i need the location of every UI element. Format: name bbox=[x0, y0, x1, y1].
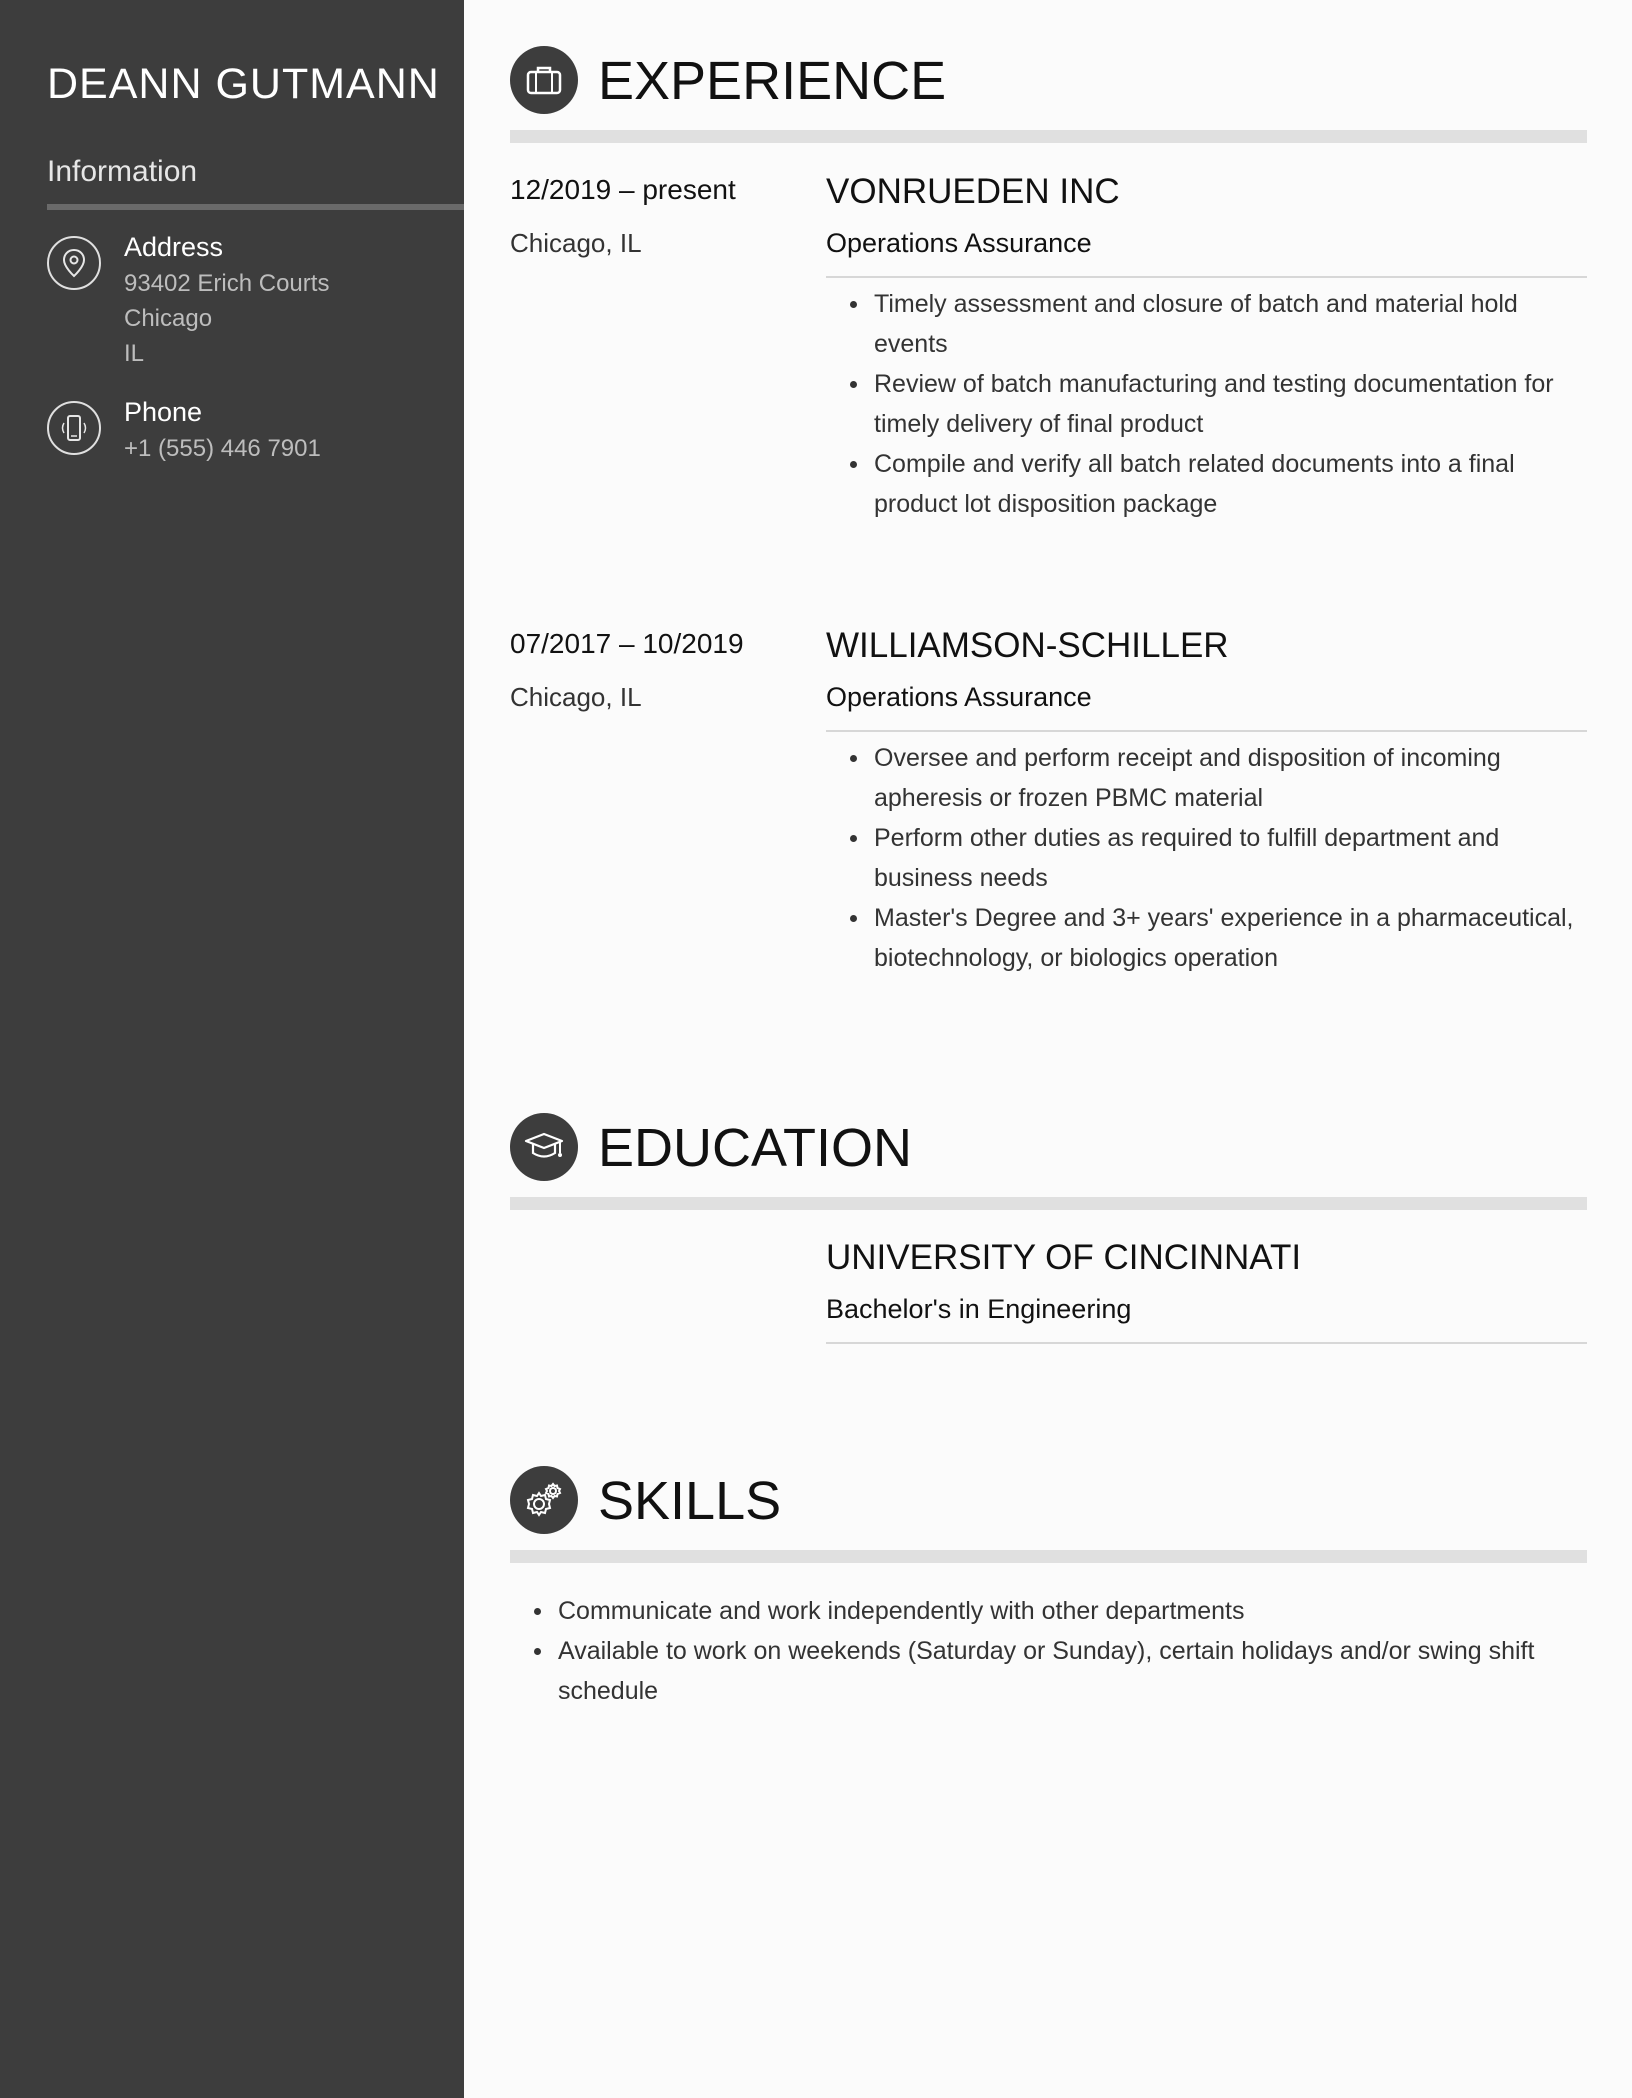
job-entry bbox=[510, 628, 1587, 998]
education-section-header bbox=[510, 1113, 1587, 1213]
phone-label: Phone bbox=[124, 397, 203, 427]
job-company: WILLIAMSON-SCHILLER bbox=[826, 626, 1229, 665]
skill-item: Communicate and work independently with other departments bbox=[558, 1591, 1587, 1631]
skills-list bbox=[510, 1591, 1587, 1711]
skills-title: SKILLS bbox=[598, 1471, 782, 1531]
gears-icon bbox=[510, 1466, 578, 1534]
address-block bbox=[47, 232, 447, 367]
person-name: DEANN GUTMANN bbox=[47, 60, 440, 108]
job-bullet: Master's Degree and 3+ years' experience in a pharmaceutical, biotechnology, or biologics operation bbox=[874, 898, 1587, 978]
job-dates: 12/2019 – present bbox=[510, 174, 736, 205]
experience-title: EXPERIENCE bbox=[598, 51, 947, 111]
job-bullet: Compile and verify all batch related documents into a final product lot disposition package bbox=[874, 444, 1587, 524]
location-pin-icon bbox=[47, 236, 101, 290]
address-line-city: Chicago bbox=[124, 305, 213, 332]
education-title: EDUCATION bbox=[598, 1118, 913, 1178]
job-bullet: Review of batch manufacturing and testing documentation for timely delivery of final product bbox=[874, 364, 1587, 444]
education-divider bbox=[826, 1342, 1587, 1344]
address-line-street: 93402 Erich Courts bbox=[124, 270, 330, 297]
job-bullet: Perform other duties as required to fulfill department and business needs bbox=[874, 818, 1587, 898]
information-divider bbox=[47, 204, 464, 210]
sidebar bbox=[0, 0, 464, 2098]
education-rule bbox=[510, 1197, 1587, 1210]
job-divider bbox=[826, 730, 1587, 732]
job-role: Operations Assurance bbox=[826, 682, 1092, 712]
education-degree: Bachelor's in Engineering bbox=[826, 1294, 1132, 1324]
job-location: Chicago, IL bbox=[510, 682, 642, 712]
education-school: UNIVERSITY OF CINCINNATI bbox=[826, 1238, 1302, 1277]
experience-section-header bbox=[510, 46, 1587, 146]
job-location: Chicago, IL bbox=[510, 228, 642, 258]
phone-block bbox=[47, 397, 447, 467]
job-bullet: Oversee and perform receipt and disposition of incoming apheresis or frozen PBMC material bbox=[874, 738, 1587, 818]
job-dates: 07/2017 – 10/2019 bbox=[510, 628, 744, 659]
job-entry bbox=[510, 174, 1587, 544]
skills-rule bbox=[510, 1550, 1587, 1563]
job-company: VONRUEDEN INC bbox=[826, 172, 1120, 211]
skill-item: Available to work on weekends (Saturday or Sunday), certain holidays and/or swing shift schedule bbox=[558, 1631, 1587, 1711]
briefcase-icon bbox=[510, 46, 578, 114]
address-label: Address bbox=[124, 232, 224, 262]
job-divider bbox=[826, 276, 1587, 278]
job-bullets bbox=[826, 284, 1587, 524]
job-role: Operations Assurance bbox=[826, 228, 1092, 258]
graduation-cap-icon bbox=[510, 1113, 578, 1181]
phone-icon bbox=[47, 401, 101, 455]
address-line-state: IL bbox=[124, 340, 145, 367]
skills-section-header bbox=[510, 1466, 1587, 1566]
job-bullets bbox=[826, 738, 1587, 978]
job-bullet: Timely assessment and closure of batch and material hold events bbox=[874, 284, 1587, 364]
information-heading: Information bbox=[47, 155, 198, 188]
phone-value: +1 (555) 446 7901 bbox=[124, 435, 321, 462]
education-entry bbox=[510, 1240, 1587, 1350]
experience-rule bbox=[510, 130, 1587, 143]
